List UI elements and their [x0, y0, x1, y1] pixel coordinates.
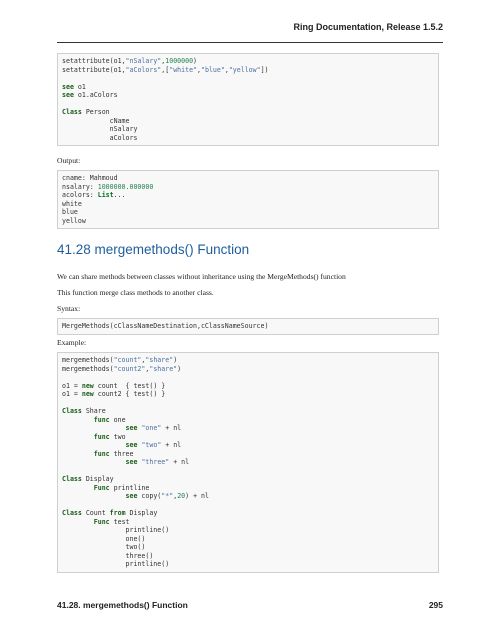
code-token: white — [62, 199, 82, 208]
code-line — [62, 433, 434, 442]
code-token: two — [109, 432, 126, 441]
code-token: o1.aColors — [73, 91, 118, 99]
code-token: Count — [81, 509, 110, 517]
code-line — [62, 424, 434, 433]
code-token: see — [62, 82, 74, 91]
code-token: Share — [81, 407, 106, 415]
code-token: ,[ — [161, 65, 170, 74]
code-line — [62, 484, 434, 493]
code-token: see — [125, 424, 138, 432]
code-token: printline() — [62, 560, 170, 568]
code-line — [62, 458, 434, 467]
code-line — [62, 108, 434, 117]
code-token: test — [109, 517, 130, 526]
code-token: new — [81, 381, 94, 390]
footer-section: 41.28. mergemethods() Function — [57, 600, 188, 610]
code-token: MergeMethods(cClassNameDestination,cClassNameSource) — [62, 322, 269, 330]
code-line — [62, 208, 434, 217]
code-token: three — [109, 449, 134, 458]
code-token: ) — [177, 364, 182, 373]
code-line — [62, 217, 434, 226]
code-block-syntax — [57, 318, 439, 335]
code-token: blue — [62, 208, 78, 216]
code-token: "nSalary" — [125, 57, 162, 65]
code-line — [62, 475, 434, 484]
code-token: cName — [62, 116, 130, 125]
code-token: Class — [62, 509, 82, 517]
code-line — [62, 407, 434, 416]
code-token — [62, 416, 94, 424]
footer-page-number: 295 — [428, 600, 443, 610]
code-line — [62, 441, 434, 450]
code-token: ) — [193, 57, 198, 65]
code-line — [62, 57, 434, 66]
code-token: copy( — [137, 492, 162, 500]
code-line — [62, 509, 434, 518]
code-token: new — [81, 390, 94, 398]
code-line — [62, 382, 434, 391]
code-token: one — [109, 415, 126, 424]
code-token: Display — [125, 509, 158, 517]
code-token — [62, 484, 94, 492]
code-token: o1 = — [62, 390, 82, 398]
code-line — [62, 390, 434, 399]
code-token: "two" — [141, 441, 162, 449]
code-token: + nl — [161, 441, 182, 449]
code-line — [62, 134, 434, 143]
code-token: Class — [62, 108, 82, 116]
example-label: Example: — [57, 338, 87, 347]
code-token: Display — [81, 475, 114, 483]
code-token: func — [93, 415, 110, 424]
paragraph-share-methods: We can share methods between classes without inheritance using the MergeMethods() function — [57, 272, 346, 281]
code-line — [62, 83, 434, 92]
code-token — [62, 441, 126, 449]
code-line — [62, 117, 434, 126]
code-token: , — [173, 492, 178, 500]
code-line — [62, 552, 434, 561]
code-token: printline — [109, 483, 150, 492]
code-token: ... — [113, 191, 126, 199]
code-token: printline() — [62, 526, 170, 534]
code-token: "one" — [141, 424, 162, 432]
code-token: 1000000.000000 — [97, 182, 154, 191]
code-token: count { test() } — [93, 381, 166, 390]
code-token: nSalary — [62, 125, 138, 133]
code-token: ) — [173, 356, 178, 364]
code-token: , — [224, 65, 229, 74]
code-token: ) + nl — [185, 492, 209, 500]
code-token: one() — [62, 534, 146, 543]
code-line — [62, 356, 434, 365]
code-token — [62, 433, 94, 441]
code-token: , — [145, 364, 150, 373]
code-line — [62, 125, 434, 134]
code-token: , — [161, 57, 166, 65]
code-token: + nl — [169, 458, 190, 466]
code-token: + nl — [161, 424, 182, 432]
code-line — [62, 560, 434, 569]
code-token: List — [97, 191, 114, 199]
code-token: func — [93, 449, 110, 458]
page-header-title: Ring Documentation, Release 1.5.2 — [293, 22, 443, 32]
code-token: , — [197, 65, 201, 74]
code-token: see — [125, 492, 138, 500]
code-token: "three" — [141, 458, 170, 466]
code-token: "*" — [161, 492, 174, 500]
code-token: Person — [81, 108, 110, 116]
code-token: "yellow" — [228, 65, 261, 74]
code-token: , — [141, 356, 146, 364]
code-token: func — [93, 432, 110, 441]
code-line — [62, 100, 434, 109]
section-title: 41.28 mergemethods() Function — [57, 242, 250, 257]
code-line — [62, 450, 434, 459]
code-line — [62, 543, 434, 552]
code-token: "blue" — [201, 65, 225, 74]
code-token: "share" — [145, 356, 174, 364]
code-token: count2 { test() } — [93, 390, 166, 398]
code-token: yellow — [62, 216, 86, 225]
code-token: o1 — [73, 82, 86, 91]
code-line — [62, 518, 434, 527]
code-token: aColors — [62, 133, 138, 142]
code-token: Class — [62, 407, 82, 415]
code-line — [62, 91, 434, 100]
code-token: acolors: — [62, 191, 98, 199]
paragraph-merge-methods: This function merge class methods to another class. — [57, 288, 214, 297]
code-token: see — [125, 441, 138, 449]
code-block-example — [57, 352, 439, 573]
code-token: three() — [62, 551, 154, 560]
code-line — [62, 492, 434, 501]
code-token: ]) — [260, 65, 269, 74]
code-token: see — [62, 91, 74, 99]
code-token: 1000000 — [165, 57, 194, 65]
code-token: setattribute(o1, — [62, 57, 126, 65]
code-token — [62, 450, 94, 458]
code-token: "count" — [113, 356, 142, 364]
code-line — [62, 467, 434, 476]
code-token: "white" — [169, 65, 198, 74]
code-line — [62, 66, 434, 75]
code-token: mergemethods( — [62, 356, 114, 364]
code-line — [62, 365, 434, 374]
code-token: "count2" — [113, 364, 146, 373]
code-token — [62, 492, 126, 500]
code-token: see — [125, 458, 138, 466]
code-token: two() — [62, 543, 146, 551]
code-line — [62, 322, 434, 331]
code-line — [62, 183, 434, 192]
code-line — [62, 174, 434, 183]
code-line — [62, 399, 434, 408]
code-line — [62, 526, 434, 535]
code-block-setattribute — [57, 53, 439, 146]
code-token: "share" — [149, 364, 178, 373]
code-line — [62, 501, 434, 510]
code-token: nsalary: — [62, 182, 98, 191]
code-token: "aColors" — [125, 65, 162, 74]
code-token — [62, 518, 94, 526]
code-token: Class — [62, 475, 82, 483]
code-token: 20 — [177, 492, 186, 500]
code-line — [62, 200, 434, 209]
code-token: Func — [93, 483, 110, 492]
code-token: from — [109, 509, 126, 517]
code-token — [62, 424, 126, 432]
code-token: mergemethods( — [62, 364, 114, 373]
code-token — [62, 458, 126, 466]
code-token: o1 = — [62, 381, 82, 390]
code-token: cname: Mahmoud — [62, 174, 118, 182]
code-token: setattribute(o1, — [62, 65, 126, 74]
output-label: Output: — [57, 156, 81, 165]
syntax-label: Syntax: — [57, 304, 81, 313]
code-line — [62, 74, 434, 83]
code-line — [62, 416, 434, 425]
header-rule — [57, 42, 443, 43]
code-token: Func — [93, 517, 110, 526]
code-line — [62, 535, 434, 544]
code-block-output — [57, 170, 439, 229]
code-line — [62, 191, 434, 200]
code-line — [62, 373, 434, 382]
